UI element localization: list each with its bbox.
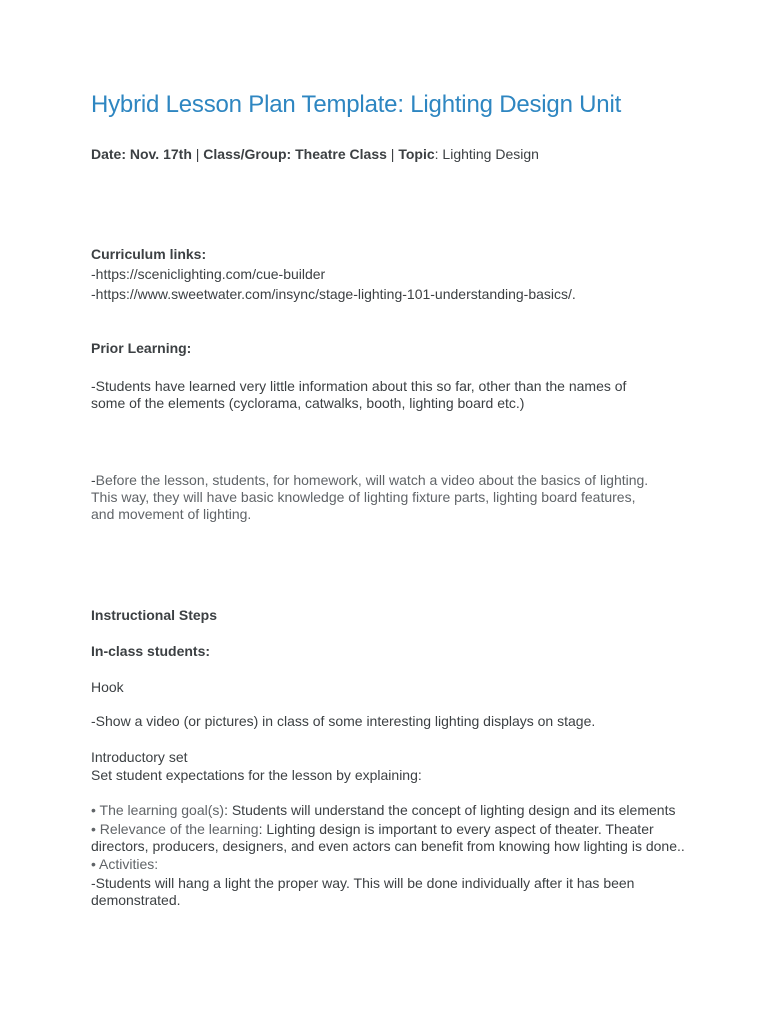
- date-label: Date: Nov. 17th: [91, 146, 192, 162]
- homework-paragraph-line: This way, they will have basic knowledge of lighting fixture parts, lighting board features,: [91, 489, 636, 505]
- relevance-item: [91, 821, 654, 838]
- learning-goal-text: : Students will understand the concept of lighting design and its elements: [224, 802, 676, 818]
- hook-label: Hook: [91, 679, 124, 695]
- relevance-text-line: directors, producers, designers, and even actors can benefit from knowing how lighting is done..: [91, 838, 685, 854]
- curriculum-link[interactable]: -https://www.sweetwater.com/insync/stage-lighting-101-understanding-basics/.: [91, 286, 576, 302]
- homework-paragraph-line: and movement of lighting.: [91, 506, 252, 522]
- in-class-students-heading: In-class students:: [91, 643, 211, 659]
- separator: |: [191, 146, 204, 162]
- curriculum-link[interactable]: -https://sceniclighting.com/cue-builder: [91, 266, 326, 282]
- learning-goal-item: [91, 802, 675, 819]
- homework-paragraph-line: [91, 472, 648, 489]
- relevance-text: : Lighting design is important to every aspect of theater. Theater: [258, 821, 654, 837]
- topic-value: : Lighting Design: [434, 146, 539, 162]
- separator: |: [386, 146, 399, 162]
- curriculum-links-heading: Curriculum links:: [91, 246, 207, 262]
- prior-learning-heading: Prior Learning:: [91, 340, 192, 356]
- instructional-steps-heading: Instructional Steps: [91, 607, 218, 623]
- page-title: Hybrid Lesson Plan Template: Lighting Design Unit: [91, 91, 622, 118]
- lesson-header-line: [91, 146, 539, 163]
- dash: -: [91, 472, 96, 488]
- learning-goal-label: • The learning goal(s): [91, 802, 225, 818]
- prior-learning-paragraph-line: some of the elements (cyclorama, catwalks, booth, lighting board etc.): [91, 395, 525, 411]
- introductory-set-text: Set student expectations for the lesson by explaining:: [91, 767, 422, 783]
- activities-label: • Activities:: [91, 856, 159, 872]
- activities-text-line: -Students will hang a light the proper way. This will be done individually after it has been: [91, 875, 635, 891]
- class-group-label: Class/Group: Theatre Class: [203, 146, 387, 162]
- activities-text-line: demonstrated.: [91, 892, 181, 908]
- relevance-label: • Relevance of the learning: [91, 821, 259, 837]
- prior-learning-paragraph-line: -Students have learned very little information about this so far, other than the names of: [91, 378, 627, 394]
- homework-text: Before the lesson, students, for homework, will watch a video about the basics of lighting.: [95, 472, 649, 488]
- topic-label: Topic: [398, 146, 435, 162]
- introductory-set-label: Introductory set: [91, 749, 188, 765]
- hook-text: -Show a video (or pictures) in class of some interesting lighting displays on stage.: [91, 713, 596, 729]
